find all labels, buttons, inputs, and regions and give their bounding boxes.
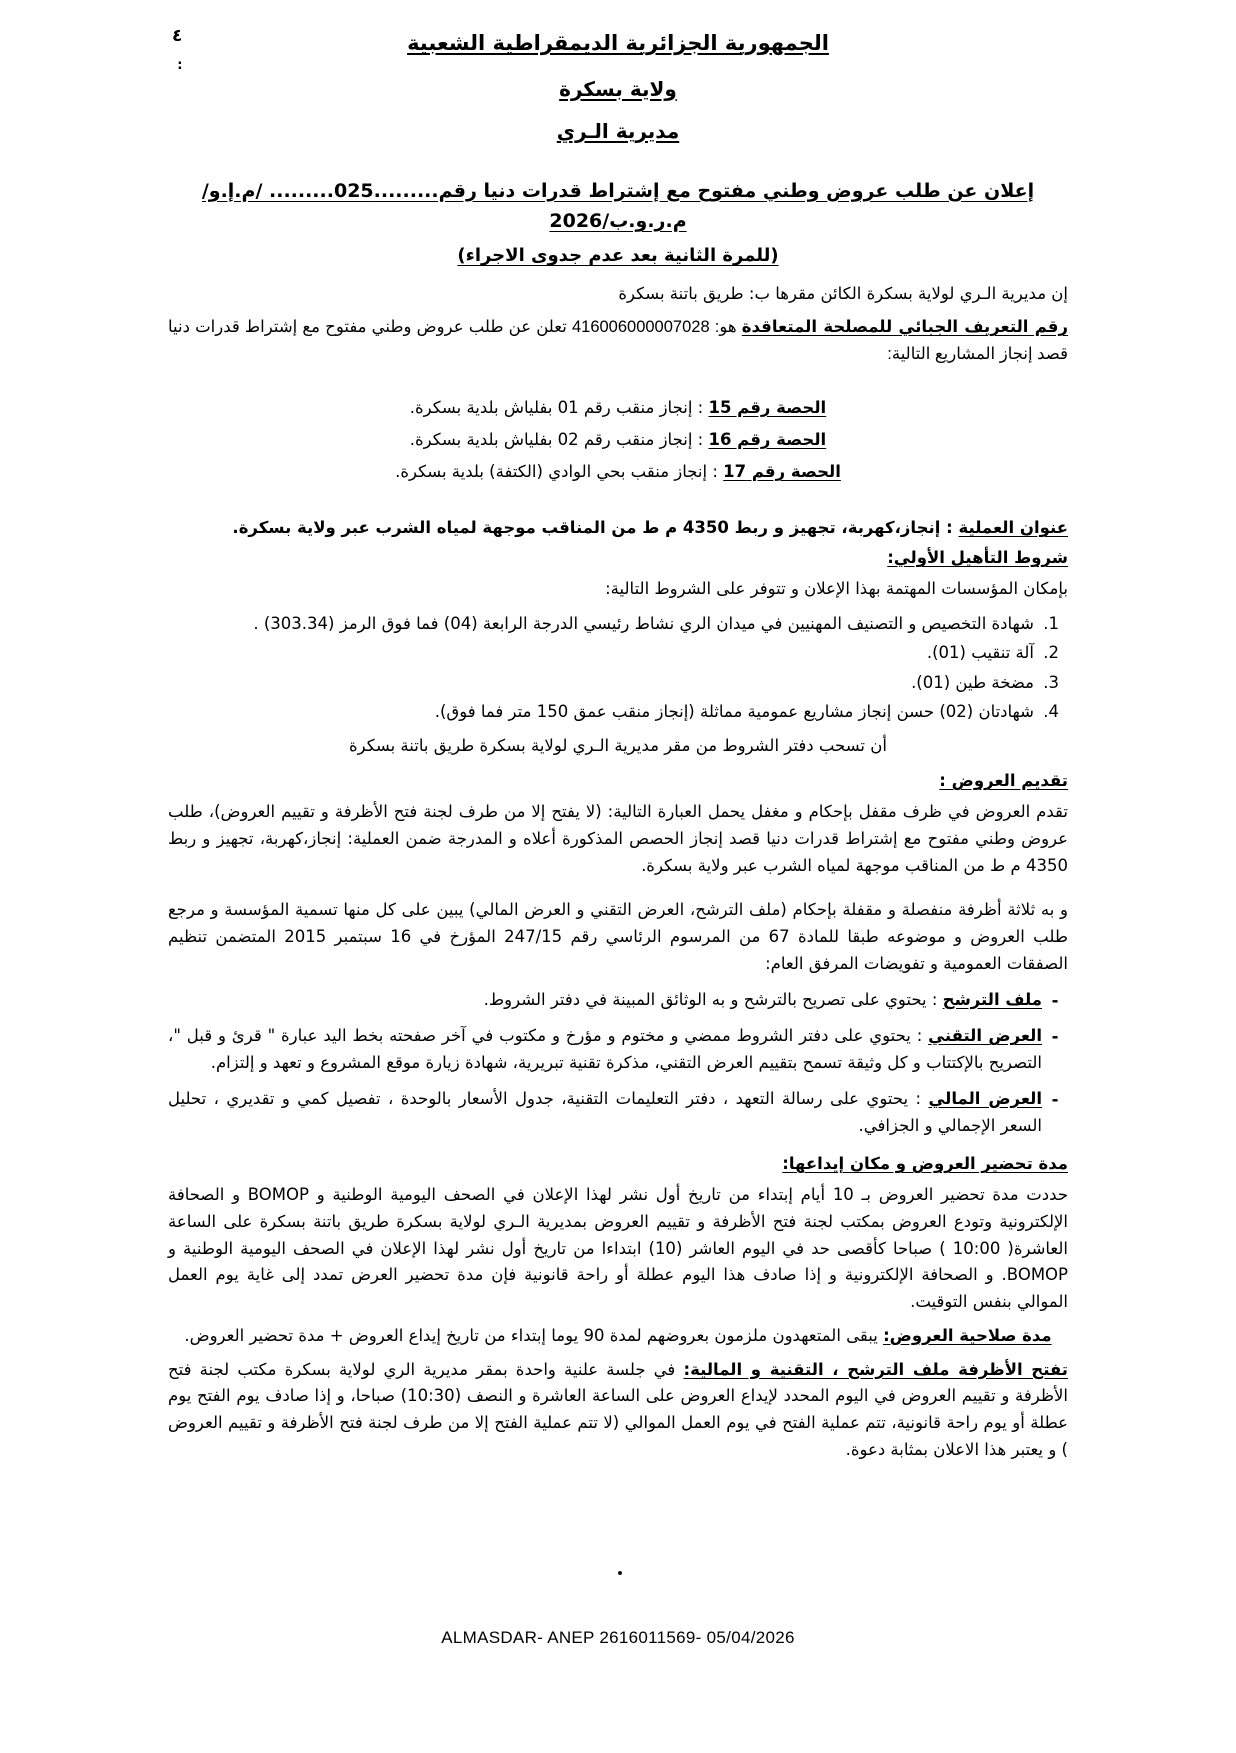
operation-text: : إنجاز،كهربة، تجهيز و ربط 4350 م ط من المناقب موجهة لمياه الشرب عبر ولاية بسكرة. <box>232 518 959 538</box>
deadline-heading: مدة تحضير العروض و مكان إيداعها: <box>782 1154 1068 1174</box>
envelope-text: : يحتوي على رسالة التعهد ، دفتر التعليمات التقنية، جدول الأسعار بالوحدة ، تفصيل كمي و تقديري ، تحليل السعر الإجمالي و الجزافي. <box>168 1088 1042 1135</box>
notice-subtitle-line <box>168 236 1068 272</box>
opening-paragraph <box>168 1357 1068 1464</box>
qualification-condition-text: مضخة طين (01). <box>911 672 1034 692</box>
lot-item <box>168 424 1068 456</box>
page-mark-dots: : <box>177 58 183 73</box>
validity-label: مدة صلاحية العروض: <box>883 1325 1052 1345</box>
qualification-conditions-list <box>168 610 1068 727</box>
envelopes-list <box>168 987 1068 1140</box>
header-wilaya: ولاية بسكرة <box>559 76 677 101</box>
qualification-note-text: أن تسحب دفتر الشروط من مقر مديرية الـري لولاية بسكرة طريق باتنة بسكرة <box>349 735 887 755</box>
page-number: ٤ <box>172 26 183 46</box>
deadline-paragraph-text: حددت مدة تحضير العروض بـ 10 أيام إبتداء من تاريخ أول نشر لهذا الإعلان في الصحف اليومية الوطنية و BOMOP و الصحافة الإلكترونية وتودع العروض بمكتب لجنة فتح الأظرفة و تقييم العروض بمديرية الـري لولاية بسكرة طريق باتنة بسكرة على الساعة العاشرة( 10:00 ) صباحا كأقصى حد في اليوم العاشر (10) ابتداءا من تاريخ أول نشر لهذا الإعلان في الصحف اليومية الوطنية و BOMOP. و الصحافة الإلكترونية و إذا صادف هذا اليوم عطلة أو راحة قانونية فإن مدة تحضير العرض تمدد إلى غاية يوم العمل الموالي بنفس التوقيت. <box>168 1185 1069 1312</box>
envelope-item <box>168 1086 1068 1139</box>
stray-ink-dot <box>618 1571 622 1575</box>
opening-label: تفتح الأظرفة ملف الترشح ، التقنية و المالية: <box>683 1359 1069 1379</box>
envelope-text: : يحتوي على دفتر الشروط ممضي و مختوم و مؤرخ و مكتوب في آخر صفحته بخط اليد عبارة " قرئ و قبل "، التصريح بالإكتتاب و كل وثيقة تسمح بتقييم العرض التقني، مذكرة تقنية تبريرية، شهادة زيارة موقع المشروع و تعهد و إلتزام. <box>168 1026 1042 1073</box>
envelope-label: العرض المالي <box>928 1088 1042 1108</box>
envelope-body <box>168 1086 1042 1139</box>
envelope-body <box>168 1023 1042 1076</box>
submission-heading-wrap <box>168 765 1068 792</box>
opening-text: في جلسة علنية واحدة بمقر مديرية الري لولاية بسكرة مكتب لجنة فتح الأظرفة و تقييم العروض في اليوم المحدد لإيداع العروض على الساعة العاشرة و النصف (10:30) صباحا، و إذا صادف يوم الفتح يوم عطلة أو يوم راحة قانونية، تتم عملية الفتح في يوم العمل الموالي (لا تتم عملية الفتح إلا من طرف لجنة فتح الأظرفة و تقييم العروض ) و يعتبر هذا الاعلان بمثابة دعوة. <box>168 1359 1068 1459</box>
lot-label: الحصة رقم 16 <box>708 430 827 449</box>
deadline-heading-wrap <box>168 1148 1068 1175</box>
qualification-note <box>168 733 1068 760</box>
qualification-condition-item <box>168 669 1038 697</box>
qualification-condition-text: آلة تنقيب (01). <box>926 643 1034 663</box>
document-header <box>168 28 1068 146</box>
notice-title: إعلان عن طلب عروض وطني مفتوح مع إشتراط قدرات دنيا رقم.........025......... /م.إ.و/م.ر.و.ب/2026 <box>201 179 1035 232</box>
envelope-label: العرض التقني <box>928 1026 1043 1046</box>
operation-line <box>168 514 1068 542</box>
header-country: الجمهورية الجزائرية الديمقراطية الشعبية <box>407 31 829 55</box>
lot-label: الحصة رقم 17 <box>723 462 841 482</box>
notice-title-block <box>168 176 1068 273</box>
lot-text: : إنجاز منقب رقم 02 بفلياش بلدية بسكرة. <box>409 430 709 449</box>
intro-text-1: إن مديرية الـري لولاية بسكرة الكائن مقرها ب: طريق باتنة بسكرة <box>618 283 1068 303</box>
qualification-intro <box>168 576 1068 603</box>
notice-title-line <box>168 176 1068 237</box>
validity-text: يبقى المتعهدون ملزمون بعروضهم لمدة 90 يوما إبتداء من تاريخ إيداع العروض + مدة تحضير العروض. <box>184 1325 884 1345</box>
qualification-heading: شروط التأهيل الأولي: <box>887 548 1068 568</box>
envelope-text: : يحتوي على تصريح بالترشح و به الوثائق المبينة في دفتر الشروط. <box>483 989 938 1009</box>
envelope-item <box>168 1023 1068 1076</box>
operation-label: عنوان العملية <box>958 518 1068 538</box>
dash-bullet-icon: - <box>1051 990 1059 1010</box>
submission-paragraph-1-text: تقدم العروض في ظرف مقفل بإحكام و مغفل يحمل العبارة التالية: (لا يفتح إلا من طرف لجنة فتح الأظرفة و تقييم العروض)، طلب عروض وطني مفتوح مع إشتراط قدرات دنيا قصد إنجاز الحصص المذكورة أعلاه و المدرجة ضمن العملية: إنجاز،كهربة، تجهيز و ربط 4350 م ط من المناقب موجهة لمياه الشرب عبر ولاية بسكرة. <box>168 802 1068 875</box>
deadline-paragraph <box>168 1182 1068 1316</box>
submission-heading: تقديم العروض : <box>939 771 1068 791</box>
intro-line-2 <box>168 314 1068 367</box>
lots-list <box>168 392 1068 489</box>
lot-item <box>168 456 1068 488</box>
notice-subtitle: (للمرة الثانية بعد عدم جدوى الاجراء) <box>457 245 779 267</box>
qualification-heading-wrap <box>168 542 1068 569</box>
submission-paragraph-2 <box>168 897 1068 977</box>
qualification-condition-item <box>168 698 1038 726</box>
envelope-label: ملف الترشح <box>942 989 1042 1009</box>
document-body <box>168 28 1068 1470</box>
tax-id-sentence: هو: 416006000007028 تعلن عن طلب عروض وطني مفتوح مع إشتراط قدرات دنيا قصد إنجاز المشاريع التالية: <box>168 318 1068 364</box>
qualification-condition-text: شهادتان (02) حسن إنجاز مشاريع عمومية مماثلة (إنجاز منقب عمق 150 متر فما فوق). <box>434 702 1034 722</box>
envelope-item <box>168 987 1068 1015</box>
qualification-condition-item <box>168 610 1038 638</box>
document-footer <box>0 1628 1236 1648</box>
qualification-condition-text: شهادة التخصيص و التصنيف المهنيين في ميدان الري نشاط رئيسي الدرجة الرابعة (04) فما فوق الرمز (303.34) . <box>253 614 1034 634</box>
intro-line-1 <box>168 281 1068 308</box>
submission-paragraph-2-text: و به ثلاثة أظرفة منفصلة و مقفلة بإحكام (ملف الترشح، العرض التقني و العرض المالي) يبين على كل منها تسمية المؤسسة و مرجع طلب العروض و موضوعه طبقا للمادة 67 من المرسوم الرئاسي رقم 247/15 المؤرخ في 16 سبتمبر 2015 المتضمن تنظيم الصفقات العمومية و تفويضات المرفق العام: <box>168 900 1068 973</box>
qualification-intro-text: بإمكان المؤسسات المهتمة بهذا الإعلان و تتوفر على الشروط التالية: <box>605 579 1068 599</box>
envelope-body <box>168 987 1042 1014</box>
dash-bullet-icon: - <box>1051 1089 1059 1109</box>
footer-text: ALMASDAR- ANEP 2616011569- 05/04/2026 <box>441 1628 795 1647</box>
header-directorate: مديرية الـري <box>556 118 680 143</box>
lot-text: : إنجاز منقب بحي الوادي (الكتفة) بلدية بسكرة. <box>395 462 724 482</box>
lot-label: الحصة رقم 15 <box>708 397 827 417</box>
dash-bullet-icon: - <box>1051 1027 1059 1047</box>
tax-id-label: رقم التعريف الجبائي للمصلحة المتعاقدة <box>741 317 1068 337</box>
lot-text: : إنجاز منقب رقم 01 بفلياش بلدية بسكرة. <box>409 397 709 417</box>
validity-paragraph <box>168 1323 1068 1350</box>
submission-paragraph-1 <box>168 799 1068 879</box>
qualification-condition-item <box>168 639 1038 667</box>
lot-item <box>168 392 1068 424</box>
